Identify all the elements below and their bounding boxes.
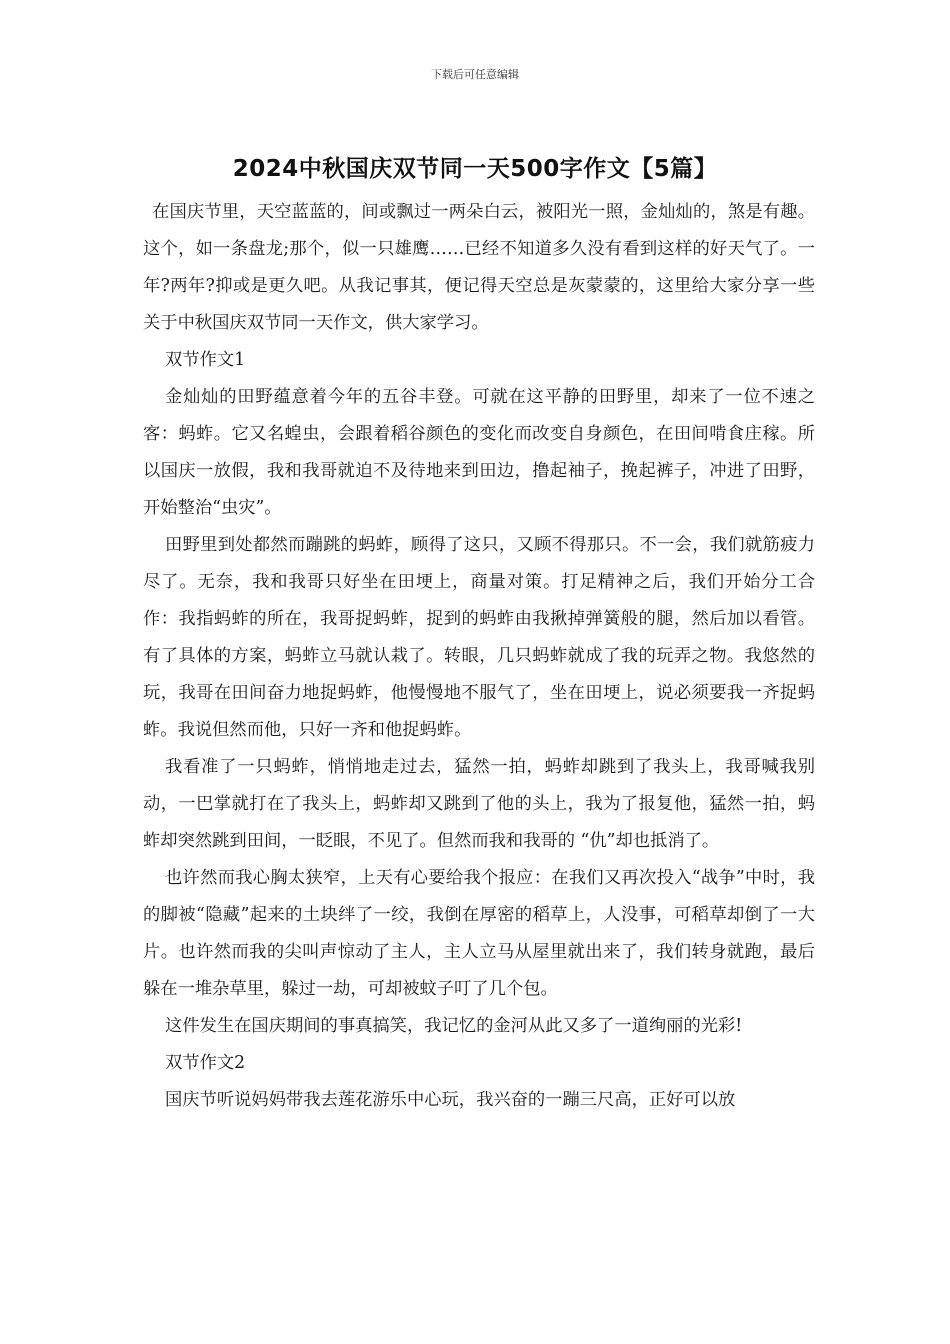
paragraph: 我看准了一只蚂蚱，悄悄地走过去，猛然一拍，蚂蚱却跳到了我头上，我哥喊我别动，一巴掌就打在了我头上，蚂蚱却又跳到了他的头上，我为了报复他，猛然一拍，蚂蚱却突然跳到田间，一眨眼，不见了。但然而我和我哥的 “仇”却也抵消了。 [143, 757, 815, 851]
section-heading: 双节作文1 [165, 350, 246, 370]
document-body [143, 194, 815, 1119]
paragraph: 也许然而我心胸太狭窄，上天有心要给我个报应：在我们又再次投入“战争”中时，我的脚被“隐藏”起来的土块绊了一绞，我倒在厚密的稻草上，人没事，可稻草却倒了一大片。也许然而我的尖叫声惊动了主人，主人立马从屋里就出来了，我们转身就跑，最后躲在一堆杂草里，躲过一劫，可却被蚊子叮了几个包。 [143, 868, 815, 999]
paragraph: 国庆节听说妈妈带我去莲花游乐中心玩，我兴奋的一蹦三尺高，正好可以放 [165, 1090, 736, 1110]
section-heading: 双节作文2 [165, 1053, 246, 1073]
header-note: 下载后可任意编辑 [431, 68, 519, 81]
document-title: 2024中秋国庆双节同一天500字作文【5篇】 [232, 156, 718, 182]
paragraph: 金灿灿的田野蕴意着今年的五谷丰登。可就在这平静的田野里，却来了一位不速之客：蚂蚱。它又名蝗虫，会跟着稻谷颜色的变化而改变自身颜色，在田间啃食庄稼。所以国庆一放假，我和我哥就迫不及待地来到田边，撸起袖子，挽起裤子，冲进了田野，开始整治“虫灾”。 [143, 387, 815, 518]
paragraph: 在国庆节里，天空蓝蓝的，间或飘过一两朵白云，被阳光一照，金灿灿的，煞是有趣。这个，如一条盘龙;那个，似一只雄鹰……已经不知道多久没有看到这样的好天气了。一年?两年?抑或是更久吧。从我记事其，便记得天空总是灰蒙蒙的，这里给大家分享一些关于中秋国庆双节同一天作文，供大家学习。 [143, 202, 815, 333]
paragraph: 田野里到处都然而蹦跳的蚂蚱，顾得了这只，又顾不得那只。不一会，我们就筋疲力尽了。无奈，我和我哥只好坐在田埂上，商量对策。打足精神之后，我们开始分工合作：我指蚂蚱的所在，我哥捉蚂蚱，捉到的蚂蚱由我揪掉弹簧般的腿，然后加以看管。有了具体的方案，蚂蚱立马就认栽了。转眼，几只蚂蚱就成了我的玩弄之物。我悠然的玩，我哥在田间奋力地捉蚂蚱，他慢慢地不服气了，坐在田埂上，说必须要我一齐捉蚂蚱。我说但然而他，只好一齐和他捉蚂蚱。 [143, 535, 815, 740]
paragraph: 这件发生在国庆期间的事真搞笑，我记忆的金河从此又多了一道绚丽的光彩! [165, 1016, 743, 1036]
